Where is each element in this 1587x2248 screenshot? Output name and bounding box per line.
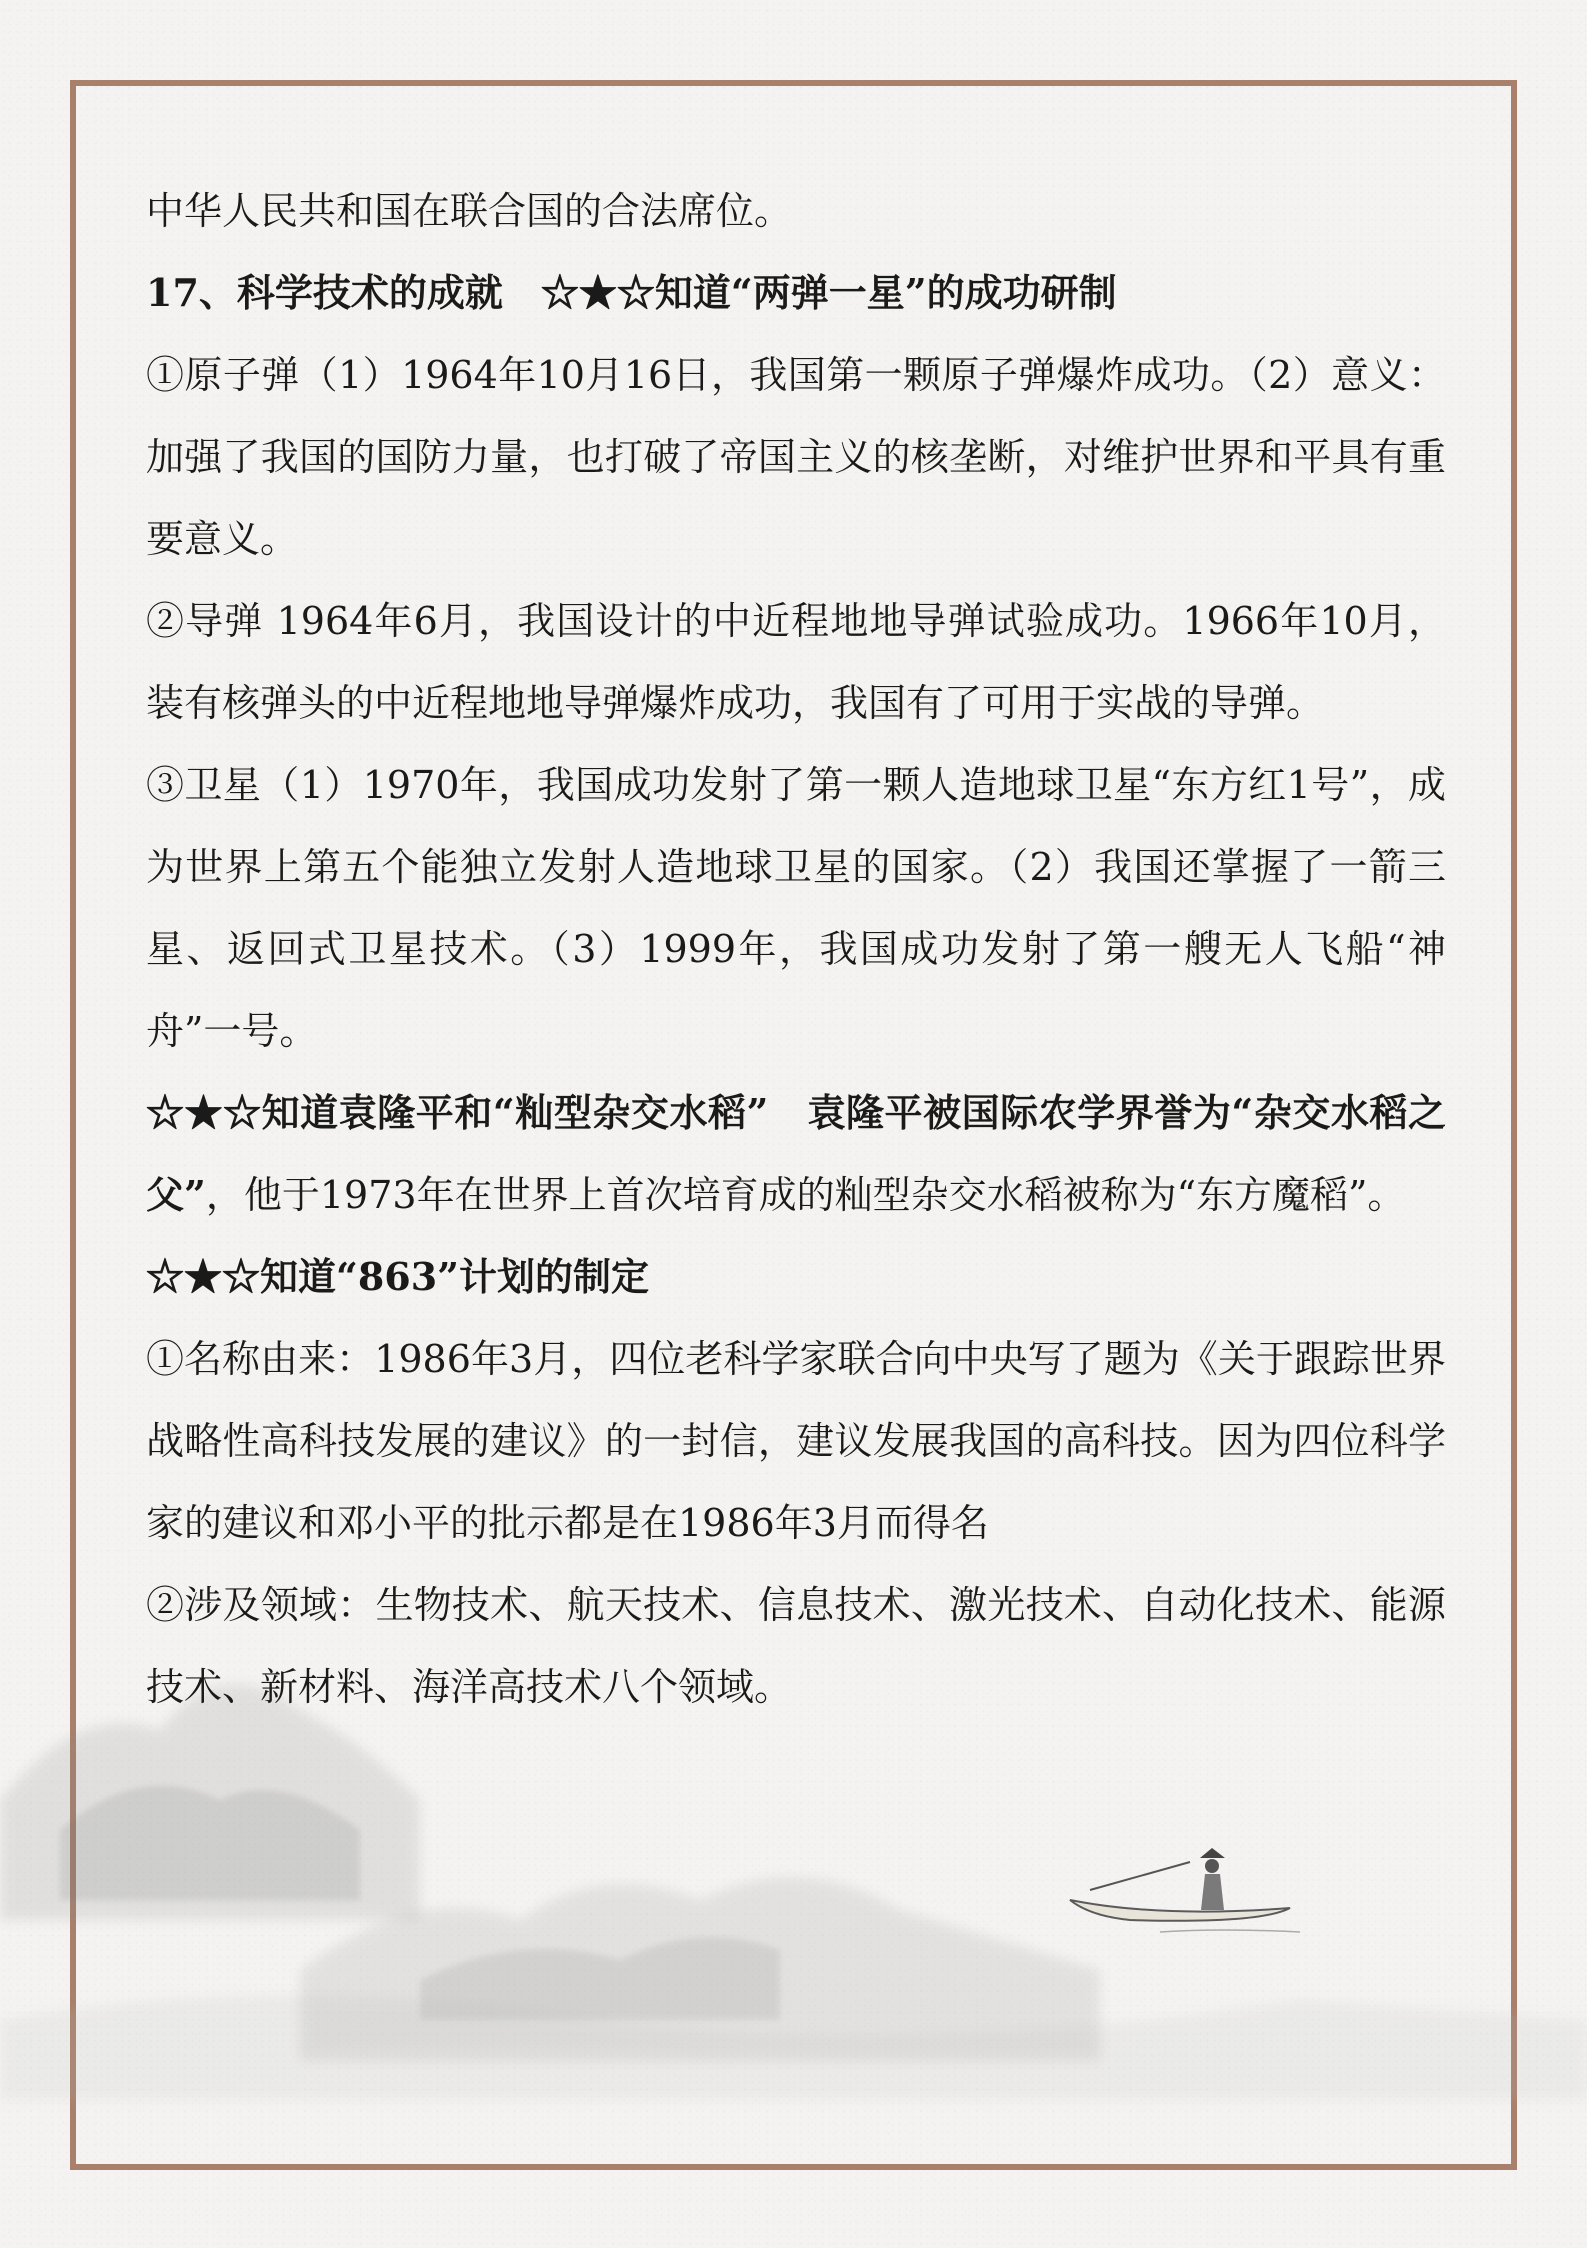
- paragraph-name-origin: ①名称由来：1986年3月，四位老科学家联合向中央写了题为《关于跟踪世界战略性高科技发展的建议》的一封信，建议发展我国的高科技。因为四位科学家的建议和邓小平的批示都是在1986年3月而得名: [146, 1337, 1446, 1545]
- paragraph-hybrid-rice: [146, 1072, 1446, 1236]
- section-heading-17: 17、科学技术的成就 ☆★☆知道“两弹一星”的成功研制: [146, 270, 1117, 315]
- paragraph-missile: ②导弹 1964年6月，我国设计的中近程地地导弹试验成功。1966年10月，装有核弹头的中近程地地导弹爆炸成功，我国有了可用于实战的导弹。: [146, 599, 1446, 725]
- document-body: [146, 170, 1446, 1728]
- paragraph-satellite: ③卫星（1）1970年，我国成功发射了第一颗人造地球卫星“东方红1号”，成为世界上第五个能独立发射人造地球卫星的国家。（2）我国还掌握了一箭三星、返回式卫星技术。（3）1999年，我国成功发射了第一艘无人飞船“神舟”一号。: [146, 763, 1446, 1053]
- paragraph-fields: ②涉及领域：生物技术、航天技术、信息技术、激光技术、自动化技术、能源技术、新材料、海洋高技术八个领域。: [146, 1583, 1446, 1709]
- paragraph-continuation: 中华人民共和国在联合国的合法席位。: [146, 189, 793, 233]
- heading-863-plan: ☆★☆知道“863”计划的制定: [146, 1254, 650, 1299]
- hybrid-rice-text: ，他于1973年在世界上首次培育成的籼型杂交水稻被称为“东方魔稻”。: [205, 1173, 1406, 1217]
- paragraph-atomic-bomb: ①原子弹（1）1964年10月16日，我国第一颗原子弹爆炸成功。（2）意义：加强了我国的国防力量，也打破了帝国主义的核垄断，对维护世界和平具有重要意义。: [146, 353, 1446, 561]
- hybrid-rice-heading: ☆★☆知道袁隆平和“籼型杂交水稻” 袁隆平被国际农学界誉为“杂交水稻之父”: [146, 1090, 1446, 1217]
